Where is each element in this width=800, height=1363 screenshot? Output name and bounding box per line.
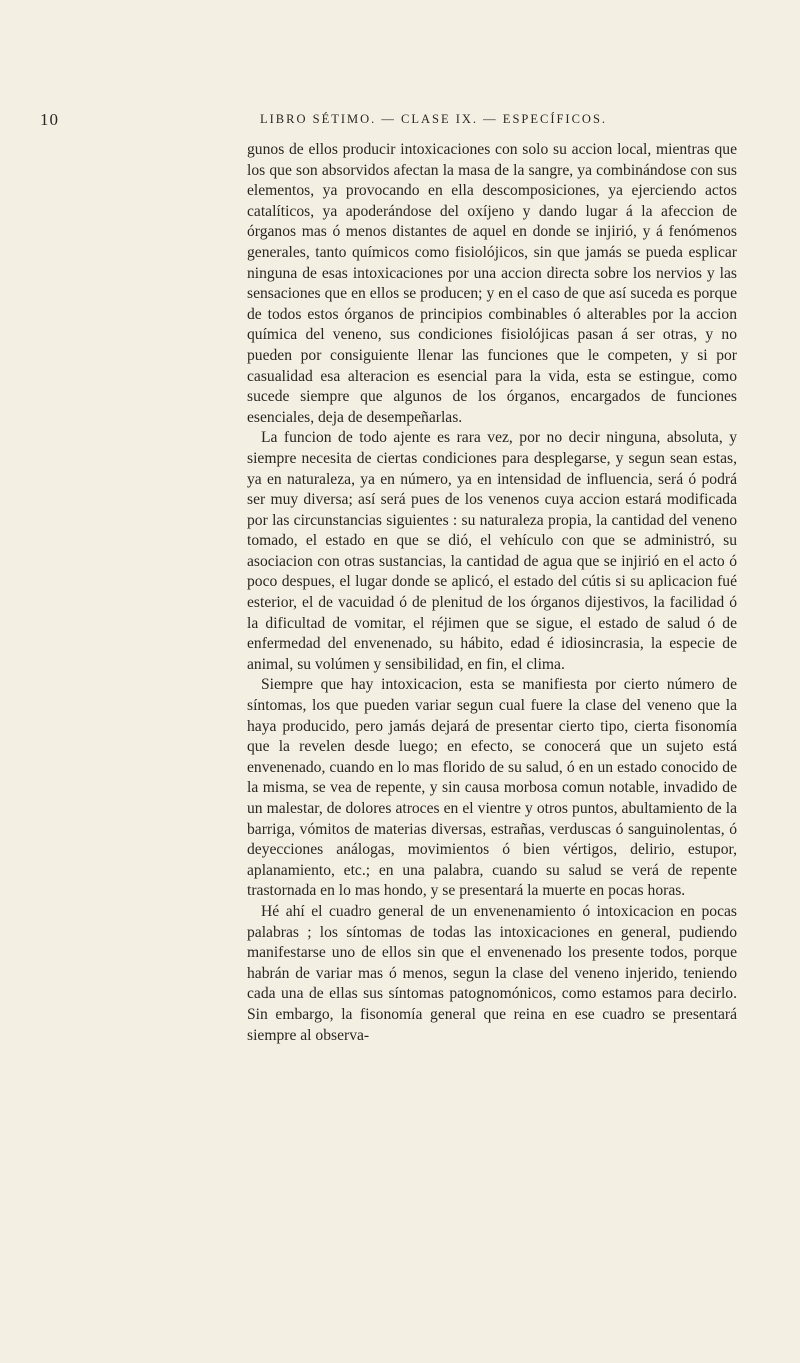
running-header [30, 110, 740, 134]
running-title: LIBRO SÉTIMO. — CLASE IX. — ESPECÍFICOS. [260, 112, 608, 126]
page-number: 10 [40, 110, 59, 129]
paragraph-4: Hé ahí el cuadro general de un envenenamiento ó intoxicacion en pocas palabras ; los síntomas de todas las intoxicaciones en general, pudiendo manifestarse uno de ellos sin que el envenenado los presente todos, porque habrán de variar mas ó menos, segun la clase del veneno injerido, teniendo cada una de ellas sus síntomas patognomónicos, como estamos para decirlo. Sin embargo, la fisonomía general que reina en ese cuadro se presentará siempre al observa- [247, 902, 737, 1044]
paragraph-3: Siempre que hay intoxicacion, esta se manifiesta por cierto número de síntomas, los que pueden variar segun cual fuere la clase del veneno que la haya producido, pero jamás dejará de presentar cierto tipo, cierta fisonomía que la revelen desde luego; en efecto, se conocerá que un sujeto está envenenado, cuando en lo mas florido de su salud, ó en un estado conocido de la misma, se vea de repente, y sin causa morbosa comun notable, invadido de un malestar, de dolores atroces en el vientre y otros puntos, abultamiento de la barriga, vómitos de materias diversas, estrañas, verduscas ó sanguinolentas, ó deyecciones análogas, movimientos ó bien vértigos, delirio, estupor, aplanamiento, etc.; en una palabra, cuando su salud se verá de repente trastornada en lo mas hondo, y se presentará la muerte en pocas horas. [247, 676, 737, 900]
paragraph-1: gunos de ellos producir intoxicaciones con solo su accion local, mientras que los que son absorvidos afectan la masa de la sangre, ya combinándose con sus elementos, ya provocando en ella descomposiciones, ya ejerciendo actos catalíticos, ya apoderándose del oxíjeno y dando lugar á la afeccion de órganos mas ó menos distantes de aquel en donde se injirió, y á fenómenos generales, tanto químicos como fisiolójicos, sin que jamás se pueda esplicar ninguna de esas intoxicaciones por una accion directa sobre los nervios y las sensaciones que en ellos se producen; y en el caso de que así suceda es porque de todos estos órganos de principios combinables ó alterables por la accion química del veneno, sus condiciones fisiolójicas pasan á ser otras, y no pueden por consiguiente llenar las funciones que le competen, y si por casualidad esa alteracion es esencial para la vida, esta se estingue, como sucede siempre que algunos de los órganos, encargados de funciones esenciales, deja de desempeñarlas. [247, 141, 737, 426]
body-text [247, 140, 737, 1046]
paragraph-2: La funcion de todo ajente es rara vez, por no decir ninguna, absoluta, y siempre necesita de ciertas condiciones para desplegarse, y segun sean estas, ya en naturaleza, ya en número, ya en intensidad de influencia, será ó podrá ser muy diversa; así será pues de los venenos cuya accion estará modificada por las circunstancias siguientes : su naturaleza propia, la cantidad del veneno tomado, el estado en que se dió, el vehículo con que se administró, su asociacion con otras sustancias, la cantidad de agua que se injirió en el acto ó poco despues, el lugar donde se aplicó, el estado del cútis si su aplicacion fué esterior, el de vacuidad ó de plenitud de los órganos dijestivos, la facilidad ó la dificultad de vomitar, el réjimen que se sigue, el estado de salud ó de enfermedad del envenenado, su hábito, edad é idiosincrasia, la especie de animal, su volúmen y sensibilidad, en fin, el clima. [247, 429, 737, 673]
